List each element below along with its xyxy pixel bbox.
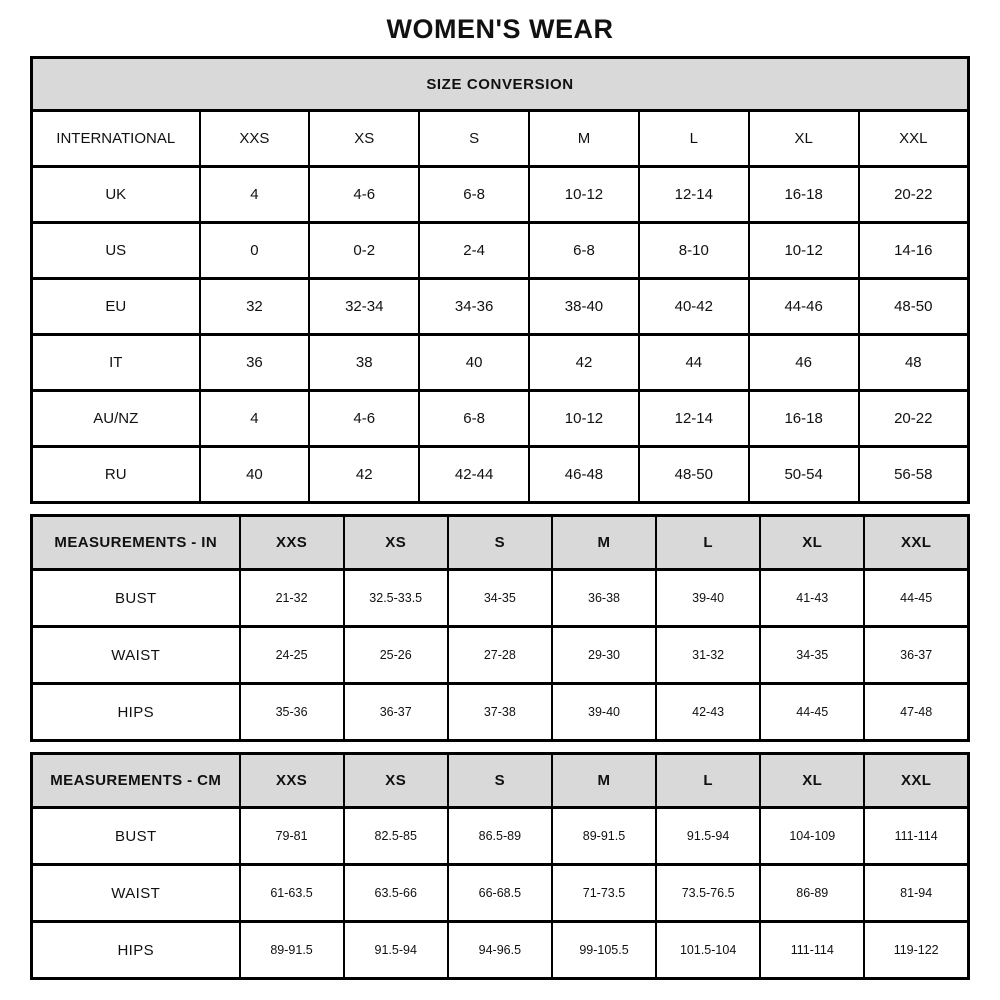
table-cell: 46 <box>749 335 859 391</box>
table-cell: 10-12 <box>529 391 639 447</box>
table-cell: 38-40 <box>529 279 639 335</box>
table-cell: 36-37 <box>344 684 448 741</box>
table-cell: 91.5-94 <box>656 808 760 865</box>
table-cell: 99-105.5 <box>552 922 656 979</box>
table-cell: 0 <box>200 223 310 279</box>
table-cell: 101.5-104 <box>656 922 760 979</box>
row-label: UK <box>32 167 200 223</box>
table-cell: 40-42 <box>639 279 749 335</box>
column-header-row <box>32 516 969 570</box>
size-column-header: XXL <box>864 516 968 570</box>
table-cell: 4-6 <box>309 391 419 447</box>
table-cell: 71-73.5 <box>552 865 656 922</box>
page-title: WOMEN'S WEAR <box>386 14 614 44</box>
table-cell: 34-35 <box>760 627 864 684</box>
table-cell: 91.5-94 <box>344 922 448 979</box>
table-cell: 66-68.5 <box>448 865 552 922</box>
size-column-header: XL <box>749 111 859 167</box>
measurements-cm-table <box>30 752 970 980</box>
size-column-header: XXL <box>864 754 968 808</box>
table-cell: 6-8 <box>419 391 529 447</box>
table-cell: 82.5-85 <box>344 808 448 865</box>
row-label: BUST <box>32 570 240 627</box>
table-cell: 42-43 <box>656 684 760 741</box>
table-cell: 37-38 <box>448 684 552 741</box>
table-cell: 40 <box>200 447 310 503</box>
table-cell: 6-8 <box>529 223 639 279</box>
size-column-header: L <box>656 754 760 808</box>
size-column-header: XXS <box>240 754 344 808</box>
table-cell: 48-50 <box>859 279 969 335</box>
size-column-header: M <box>552 754 656 808</box>
size-column-header: XL <box>760 516 864 570</box>
table-cell: 89-91.5 <box>240 922 344 979</box>
table-cell: 86-89 <box>760 865 864 922</box>
table-cell: 42-44 <box>419 447 529 503</box>
table-row <box>32 279 969 335</box>
table-row <box>32 447 969 503</box>
size-column-header: XS <box>344 516 448 570</box>
row-label: US <box>32 223 200 279</box>
table-cell: 111-114 <box>760 922 864 979</box>
table-cell: 39-40 <box>552 684 656 741</box>
table-cell: 81-94 <box>864 865 968 922</box>
row-label: AU/NZ <box>32 391 200 447</box>
table-cell: 38 <box>309 335 419 391</box>
table-cell: 46-48 <box>529 447 639 503</box>
table-cell: 32-34 <box>309 279 419 335</box>
table-cell: 56-58 <box>859 447 969 503</box>
size-column-header: XL <box>760 754 864 808</box>
table-cell: 61-63.5 <box>240 865 344 922</box>
table-cell: 44-46 <box>749 279 859 335</box>
table-cell: 12-14 <box>639 391 749 447</box>
row-label: BUST <box>32 808 240 865</box>
row-label: HIPS <box>32 684 240 741</box>
table-cell: 10-12 <box>529 167 639 223</box>
table-cell: 40 <box>419 335 529 391</box>
row-label: HIPS <box>32 922 240 979</box>
table-cell: 4-6 <box>309 167 419 223</box>
table-cell: 44 <box>639 335 749 391</box>
table-cell: 0-2 <box>309 223 419 279</box>
size-column-header: XXS <box>200 111 310 167</box>
table-cell: 44-45 <box>760 684 864 741</box>
row-label: IT <box>32 335 200 391</box>
table-cell: 34-35 <box>448 570 552 627</box>
table-row <box>32 167 969 223</box>
table-cell: 36 <box>200 335 310 391</box>
table-cell: 20-22 <box>859 391 969 447</box>
table-cell: 41-43 <box>760 570 864 627</box>
table-cell: 16-18 <box>749 391 859 447</box>
table-cell: 44-45 <box>864 570 968 627</box>
table-cell: 2-4 <box>419 223 529 279</box>
table-row <box>32 627 969 684</box>
table-cell: 34-36 <box>419 279 529 335</box>
table-cell: 12-14 <box>639 167 749 223</box>
table-cell: 50-54 <box>749 447 859 503</box>
size-column-header: XS <box>309 111 419 167</box>
table-cell: 36-37 <box>864 627 968 684</box>
row-label: WAIST <box>32 627 240 684</box>
size-column-header: S <box>448 516 552 570</box>
row-label: RU <box>32 447 200 503</box>
table-cell: 42 <box>529 335 639 391</box>
size-conversion-table <box>30 56 970 504</box>
row-label-column-header: MEASUREMENTS - CM <box>32 754 240 808</box>
table-cell: 20-22 <box>859 167 969 223</box>
table-cell: 8-10 <box>639 223 749 279</box>
table-cell: 6-8 <box>419 167 529 223</box>
table-cell: 10-12 <box>749 223 859 279</box>
table-row <box>32 865 969 922</box>
table-cell: 16-18 <box>749 167 859 223</box>
table-cell: 86.5-89 <box>448 808 552 865</box>
table-cell: 14-16 <box>859 223 969 279</box>
measurements-in-table <box>30 514 970 742</box>
table-cell: 63.5-66 <box>344 865 448 922</box>
table-cell: 32.5-33.5 <box>344 570 448 627</box>
row-label-column-header: INTERNATIONAL <box>32 111 200 167</box>
row-label: WAIST <box>32 865 240 922</box>
size-column-header: XS <box>344 754 448 808</box>
size-column-header: S <box>448 754 552 808</box>
table-cell: 29-30 <box>552 627 656 684</box>
table-cell: 32 <box>200 279 310 335</box>
table-cell: 73.5-76.5 <box>656 865 760 922</box>
table-cell: 36-38 <box>552 570 656 627</box>
table-cell: 47-48 <box>864 684 968 741</box>
table-row <box>32 223 969 279</box>
table-cell: 31-32 <box>656 627 760 684</box>
table-cell: 79-81 <box>240 808 344 865</box>
table-row <box>32 570 969 627</box>
table-cell: 104-109 <box>760 808 864 865</box>
table-cell: 27-28 <box>448 627 552 684</box>
table-cell: 35-36 <box>240 684 344 741</box>
table-row <box>32 684 969 741</box>
column-header-row <box>32 754 969 808</box>
table-cell: 39-40 <box>656 570 760 627</box>
size-column-header: S <box>419 111 529 167</box>
table-cell: 119-122 <box>864 922 968 979</box>
table-cell: 21-32 <box>240 570 344 627</box>
size-column-header: M <box>529 111 639 167</box>
size-column-header: XXL <box>859 111 969 167</box>
table-cell: 94-96.5 <box>448 922 552 979</box>
table-banner: SIZE CONVERSION <box>32 58 969 111</box>
table-cell: 111-114 <box>864 808 968 865</box>
table-cell: 25-26 <box>344 627 448 684</box>
size-column-header: M <box>552 516 656 570</box>
row-label: EU <box>32 279 200 335</box>
table-row <box>32 808 969 865</box>
table-cell: 48-50 <box>639 447 749 503</box>
table-cell: 89-91.5 <box>552 808 656 865</box>
table-cell: 4 <box>200 167 310 223</box>
table-cell: 48 <box>859 335 969 391</box>
table-cell: 24-25 <box>240 627 344 684</box>
size-column-header: L <box>656 516 760 570</box>
row-label-column-header: MEASUREMENTS - IN <box>32 516 240 570</box>
size-column-header: XXS <box>240 516 344 570</box>
column-header-row <box>32 111 969 167</box>
table-cell: 4 <box>200 391 310 447</box>
table-banner-row <box>32 58 969 111</box>
table-cell: 42 <box>309 447 419 503</box>
table-row <box>32 335 969 391</box>
size-column-header: L <box>639 111 749 167</box>
table-row <box>32 391 969 447</box>
table-row <box>32 922 969 979</box>
